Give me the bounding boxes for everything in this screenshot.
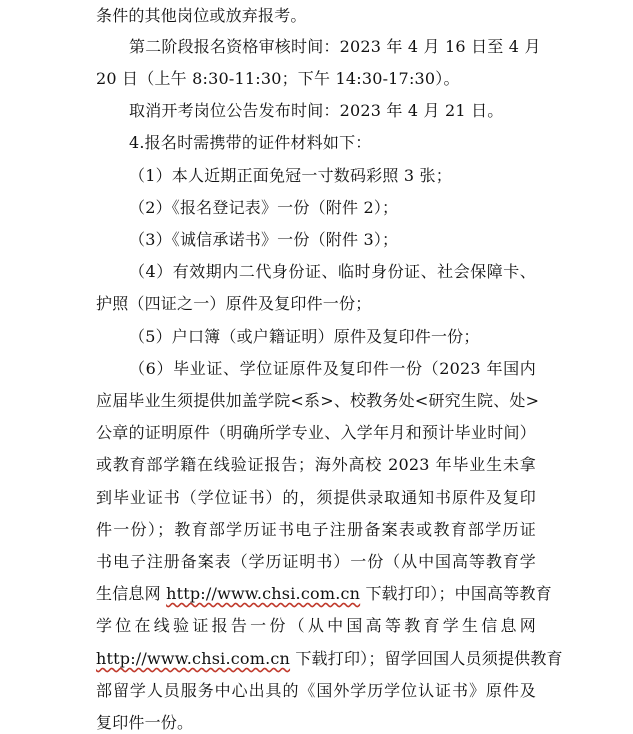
text-line-3: 20 日（上午 8:30-11:30；下午 14:30-17:30）。 bbox=[96, 69, 460, 88]
text-line-21-suffix: 下载打印）；留学回国人员须提供教育 bbox=[290, 649, 563, 668]
text-line-11: （5）户口簿（或户籍证明）原件及复印件一份； bbox=[129, 327, 480, 346]
text-line-23: 复印件一份。 bbox=[96, 713, 194, 732]
text-line-7: （2）《报名登记表》一份（附件 2）； bbox=[129, 198, 399, 217]
text-line-5: 4.报名时需携带的证件材料如下： bbox=[129, 133, 372, 152]
text-line-1: 条件的其他岗位或放弃报考。 bbox=[96, 6, 307, 25]
text-line-14: 公章的证明原件（明确所学专业、入学年月和预计毕业时间） bbox=[96, 423, 536, 442]
text-line-22: 部留学人员服务中心出具的《国外学历学位认证书》原件及 bbox=[96, 681, 536, 700]
text-line-20: 学位在线验证报告一份（从中国高等教育学生信息网 bbox=[96, 616, 536, 635]
text-line-19-suffix: 下载打印）；中国高等教育 bbox=[360, 584, 552, 603]
text-line-17: 件一份）；教育部学历证书电子注册备案表或教育部学历证 bbox=[96, 520, 536, 539]
text-line-19 bbox=[96, 584, 552, 604]
text-line-19-prefix: 生信息网 bbox=[96, 584, 167, 603]
text-line-9: （4）有效期内二代身份证、临时身份证、社会保障卡、 bbox=[129, 262, 536, 281]
text-line-12: （6）毕业证、学位证原件及复印件一份（2023 年国内 bbox=[129, 359, 536, 378]
text-line-13: 应届毕业生须提供加盖学院<系>、校教务处<研究生院、处> bbox=[96, 391, 540, 410]
chsi-link-2[interactable]: http://www.chsi.com.cn bbox=[96, 649, 291, 668]
chsi-link-1[interactable]: http://www.chsi.com.cn bbox=[166, 584, 361, 603]
text-line-6: （1）本人近期正面免冠一寸数码彩照 3 张； bbox=[129, 166, 452, 185]
text-line-2: 第二阶段报名资格审核时间：2023 年 4 月 16 日至 4 月 bbox=[129, 37, 541, 56]
text-line-21 bbox=[96, 649, 563, 669]
text-line-8: （3）《诚信承诺书》一份（附件 3）； bbox=[129, 230, 399, 249]
text-line-15: 或教育部学籍在线验证报告；海外高校 2023 年毕业生未拿 bbox=[96, 455, 536, 474]
text-line-16: 到毕业证书（学位证书）的，须提供录取通知书原件及复印 bbox=[96, 488, 536, 507]
text-line-18: 书电子注册备案表（学历证明书）一份（从中国高等教育学 bbox=[96, 552, 536, 571]
text-line-10: 护照（四证之一）原件及复印件一份； bbox=[96, 294, 372, 313]
text-line-4: 取消开考岗位公告发布时间：2023 年 4 月 21 日。 bbox=[129, 101, 504, 120]
